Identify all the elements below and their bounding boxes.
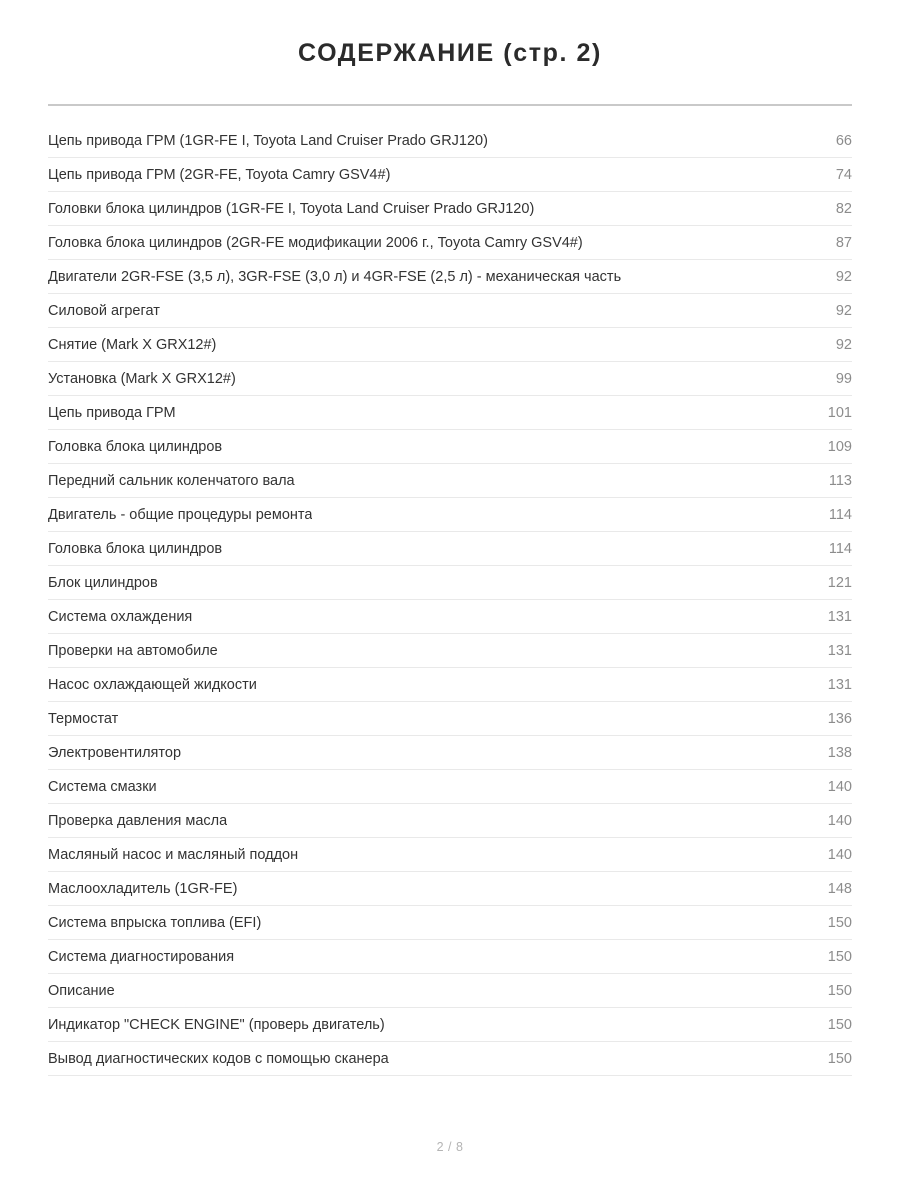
toc-entry[interactable] [48, 668, 852, 702]
toc-entry[interactable] [48, 736, 852, 770]
toc-entry-label: Маслоохладитель (1GR-FE) [48, 881, 238, 897]
toc-entry[interactable] [48, 1008, 852, 1042]
toc-entry-label: Головки блока цилиндров (1GR-FE I, Toyota Land Cruiser Prado GRJ120) [48, 201, 535, 217]
toc-entry[interactable] [48, 906, 852, 940]
toc-entry-page-number: 150 [827, 1051, 852, 1067]
toc-entry-page-number: 150 [827, 1017, 852, 1033]
toc-entry-label: Передний сальник коленчатого вала [48, 473, 295, 489]
toc-entry-page-number: 114 [828, 507, 852, 523]
toc-entry[interactable] [48, 464, 852, 498]
toc-entry-page-number: 92 [835, 303, 852, 319]
toc-entry-label: Снятие (Mark X GRX12#) [48, 337, 217, 353]
toc-entry[interactable] [48, 770, 852, 804]
toc-entry[interactable] [48, 872, 852, 906]
toc-entry-page-number: 113 [828, 473, 852, 489]
toc-entry-page-number: 109 [827, 439, 852, 455]
toc-entry-label: Масляный насос и масляный поддон [48, 847, 299, 863]
toc-entry-label: Головка блока цилиндров [48, 541, 223, 557]
toc-entry-page-number: 131 [827, 609, 852, 625]
toc-entry[interactable] [48, 226, 852, 260]
toc-entry[interactable] [48, 498, 852, 532]
toc-entry-page-number: 150 [827, 983, 852, 999]
toc-entry-page-number: 74 [835, 167, 852, 183]
toc-entry-label: Индикатор "CHECK ENGINE" (проверь двигатель) [48, 1017, 385, 1033]
toc-entry-page-number: 92 [835, 269, 852, 285]
toc-entry[interactable] [48, 1042, 852, 1076]
toc-entry-label: Насос охлаждающей жидкости [48, 677, 257, 693]
toc-entry[interactable] [48, 974, 852, 1008]
toc-entry-page-number: 121 [827, 575, 852, 591]
toc-entry[interactable] [48, 804, 852, 838]
toc-entry-page-number: 140 [827, 779, 852, 795]
toc-entry[interactable] [48, 600, 852, 634]
toc-entry-label: Система смазки [48, 779, 157, 795]
toc-entry[interactable] [48, 396, 852, 430]
page-title: СОДЕРЖАНИЕ (стр. 2) [298, 39, 602, 67]
toc-entry[interactable] [48, 430, 852, 464]
toc-entry[interactable] [48, 328, 852, 362]
toc-entry-label: Двигатели 2GR-FSE (3,5 л), 3GR-FSE (3,0 л) и 4GR-FSE (2,5 л) - механическая часть [48, 269, 622, 285]
toc-entry-page-number: 82 [835, 201, 852, 217]
toc-entry[interactable] [48, 124, 852, 158]
toc-entry-label: Система диагностирования [48, 949, 235, 965]
toc-entry-label: Блок цилиндров [48, 575, 158, 591]
toc-entry-page-number: 131 [827, 643, 852, 659]
toc-entry-page-number: 101 [827, 405, 852, 421]
toc-entry[interactable] [48, 634, 852, 668]
toc-entry[interactable] [48, 192, 852, 226]
toc-entry-page-number: 99 [835, 371, 852, 387]
toc-entry-page-number: 148 [827, 881, 852, 897]
toc-entry[interactable] [48, 158, 852, 192]
toc-entry-page-number: 131 [827, 677, 852, 693]
toc-entry-label: Проверка давления масла [48, 813, 228, 829]
toc-entry-label: Двигатель - общие процедуры ремонта [48, 507, 313, 523]
toc-entry[interactable] [48, 702, 852, 736]
toc-entry[interactable] [48, 940, 852, 974]
toc-entry[interactable] [48, 566, 852, 600]
toc-entry-page-number: 87 [835, 235, 852, 251]
toc-entry-label: Термостат [48, 711, 119, 727]
toc-entry-label: Вывод диагностических кодов с помощью сканера [48, 1051, 389, 1067]
toc-entry[interactable] [48, 838, 852, 872]
toc-entry[interactable] [48, 532, 852, 566]
toc-entry-page-number: 66 [835, 133, 852, 149]
toc-entry-label: Цепь привода ГРМ (1GR-FE I, Toyota Land Cruiser Prado GRJ120) [48, 133, 488, 149]
page-footer: 2 / 8 [436, 1140, 464, 1154]
title-divider [48, 104, 852, 106]
table-of-contents [48, 124, 852, 1076]
toc-entry-page-number: 150 [827, 915, 852, 931]
toc-entry-page-number: 150 [827, 949, 852, 965]
toc-entry-label: Система впрыска топлива (EFI) [48, 915, 262, 931]
toc-entry[interactable] [48, 362, 852, 396]
toc-entry-label: Установка (Mark X GRX12#) [48, 371, 236, 387]
toc-entry-page-number: 140 [827, 813, 852, 829]
toc-entry-page-number: 136 [827, 711, 852, 727]
toc-entry-label: Электровентилятор [48, 745, 182, 761]
toc-entry-label: Цепь привода ГРМ [48, 405, 176, 421]
toc-entry-label: Силовой агрегат [48, 303, 160, 319]
toc-entry[interactable] [48, 294, 852, 328]
toc-entry[interactable] [48, 260, 852, 294]
toc-entry-page-number: 114 [828, 541, 852, 557]
toc-entry-page-number: 140 [827, 847, 852, 863]
toc-entry-label: Проверки на автомобиле [48, 643, 218, 659]
toc-entry-label: Система охлаждения [48, 609, 193, 625]
toc-entry-label: Описание [48, 983, 115, 999]
toc-entry-page-number: 138 [827, 745, 852, 761]
toc-entry-label: Головка блока цилиндров (2GR-FE модификации 2006 г., Toyota Camry GSV4#) [48, 235, 583, 251]
toc-entry-label: Цепь привода ГРМ (2GR-FE, Toyota Camry GSV4#) [48, 167, 391, 183]
toc-entry-page-number: 92 [835, 337, 852, 353]
toc-entry-label: Головка блока цилиндров [48, 439, 223, 455]
